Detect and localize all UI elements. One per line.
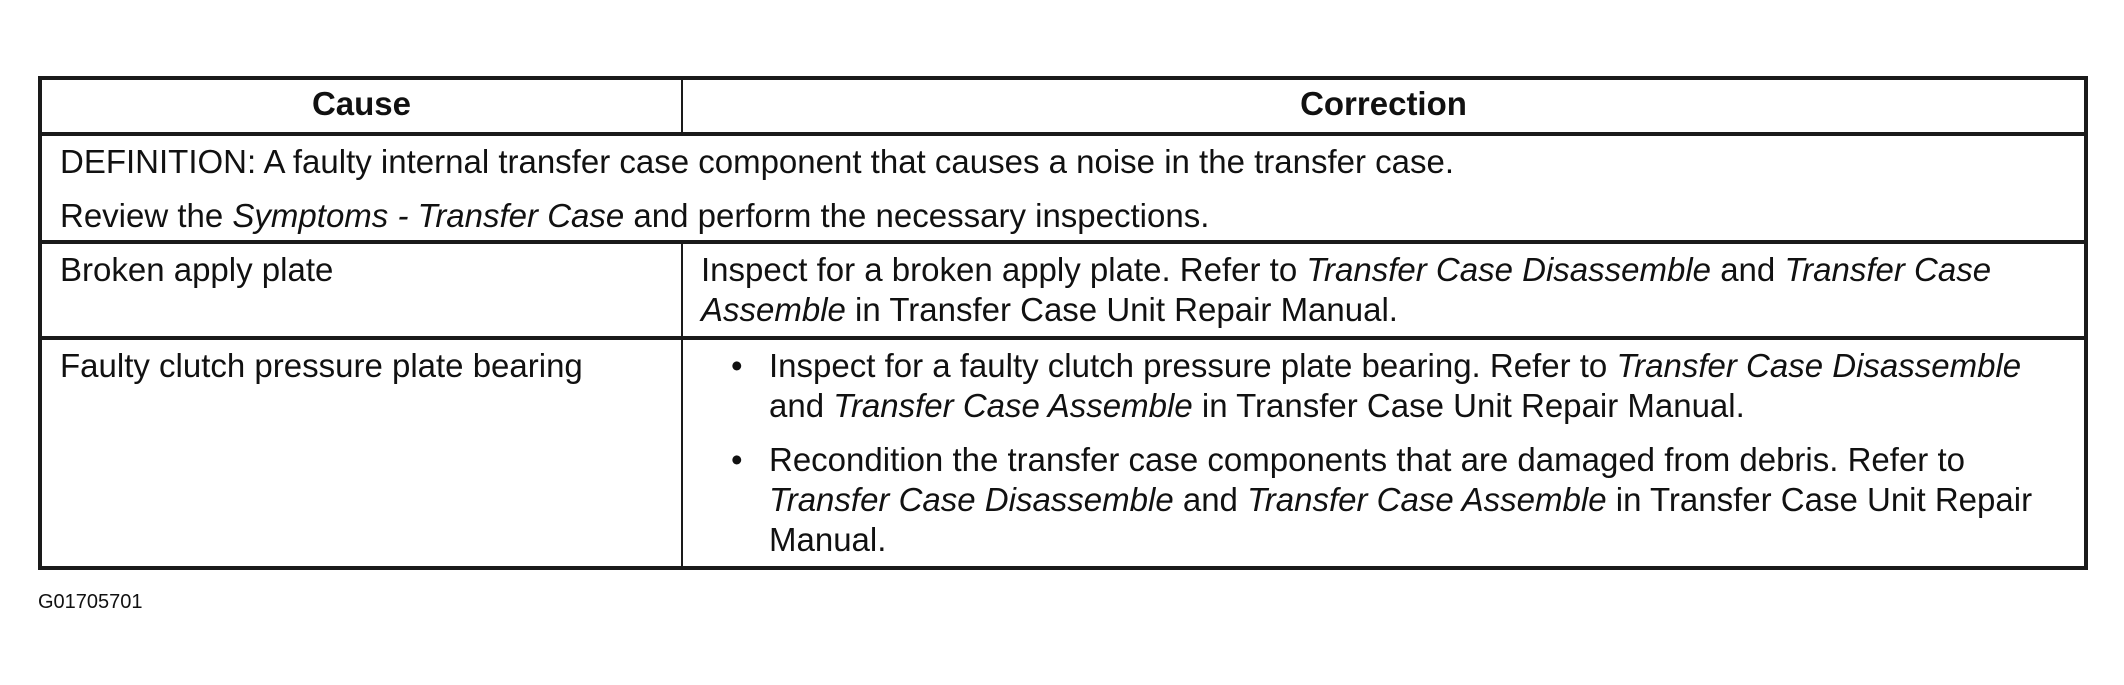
symptoms-reference: Symptoms - Transfer Case: [232, 197, 625, 234]
correction-bullet-list: [701, 346, 2066, 560]
list-item: • Recondition the transfer case components that are damaged from debris. Refer to Transfer Case Disassemble and Transfer Case Assemble in Transfer Case Unit Repair Manual.: [731, 441, 2033, 558]
figure-id-caption: G01705701: [38, 591, 143, 613]
correction-cell: [682, 338, 2084, 566]
header-cause: Cause: [42, 80, 682, 134]
header-correction: Correction: [682, 80, 2084, 134]
table-row: [42, 338, 2084, 566]
cause-cell: Faulty clutch pressure plate bearing: [42, 338, 682, 566]
definition-row: [42, 134, 2084, 242]
cause-cell: Broken apply plate: [42, 242, 682, 338]
diagnostic-table: [38, 76, 2088, 570]
list-item: • Inspect for a faulty clutch pressure plate bearing. Refer to Transfer Case Disassemble and Transfer Case Assemble in Transfer Case Unit Repair Manual.: [731, 347, 2022, 424]
table-row: [42, 242, 2084, 338]
review-text: Review the Symptoms - Transfer Case and perform the necessary inspections.: [60, 197, 1210, 234]
bullet-icon: •: [731, 347, 743, 384]
cause-correction-table: [42, 80, 2084, 566]
definition-cell: [42, 134, 2084, 242]
correction-cell: Inspect for a broken apply plate. Refer to Transfer Case Disassemble and Transfer Case Assemble in Transfer Case Unit Repair Manual.: [682, 242, 2084, 338]
bullet-icon: •: [731, 441, 743, 478]
definition-text: DEFINITION: A faulty internal transfer case component that causes a noise in the transfer case.: [60, 143, 1455, 180]
table-header-row: [42, 80, 2084, 134]
